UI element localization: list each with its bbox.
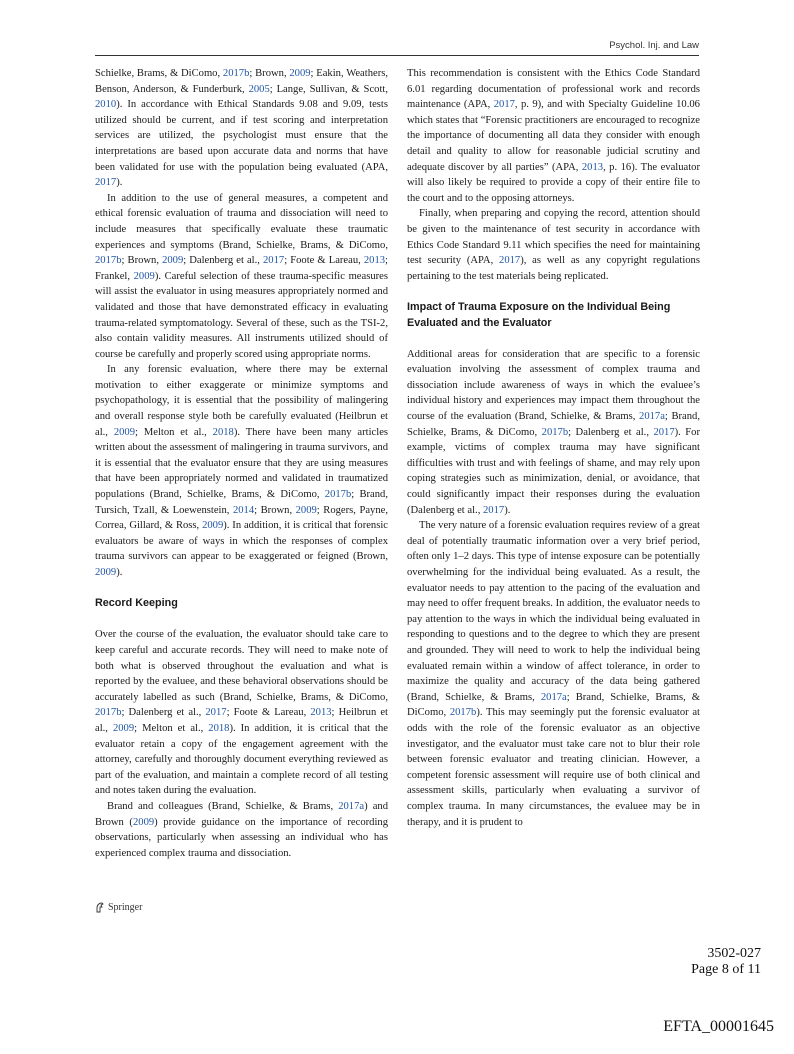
citation-year-link[interactable]: 2018 [212, 426, 234, 438]
paragraph [95, 362, 388, 580]
body-text: ; Brand, Tursich, Tzall, & Loewenstein, [95, 489, 388, 516]
paragraph [407, 347, 700, 519]
body-text: Brand and colleagues (Brand, Schielke, & Brams, [107, 800, 339, 812]
citation-year-link[interactable]: 2009 [112, 722, 135, 734]
right-column [407, 66, 700, 830]
body-text: ). [504, 504, 511, 516]
body-text: ). Careful selection of these trauma-specific measures will assist the evaluator in using measures appropriately normed and validated and those that have demonstrated efficacy in evaluating trauma-related symptomatology. Several of these, such as the TSI-2, also contain validity measures. All instruments utilized should of course be carefully and properly scored using appropriate norms. [95, 270, 388, 360]
body-text: ; Eakin, Weathers, Benson, Anderson, & Funderburk, [95, 68, 388, 95]
publisher-footer [95, 902, 142, 913]
citation-year-link[interactable]: 2017 [95, 177, 117, 189]
paragraph [95, 627, 388, 799]
citation-year-link[interactable]: 2014 [232, 504, 255, 516]
body-text: ) provide guidance on the importance of recording observations, particularly when assessing an individual who has experienced complex trauma and dissociation. [95, 816, 388, 859]
body-text: In any forensic evaluation, where there may be external motivation to either exaggerate or minimize symptoms and psychopathology, it is essential that the possibility of malingering and overall response style both be carefully evaluated (Heilbrun et al., [95, 364, 388, 438]
citation-year-link[interactable]: 2017a [639, 411, 665, 423]
body-text: ; Foote & Lareau, [284, 255, 364, 267]
paragraph [407, 206, 700, 284]
paragraph [95, 799, 388, 861]
body-text: ). For example, victims of complex trauma may have significant difficulties with trust and with feelings of shame, and may rely upon coping strategies such as minimization, denial, or avoidance, that could significantly impact their responses during the evaluation (Dalenberg et al., [407, 426, 700, 516]
body-text: ). [116, 567, 123, 578]
body-text: ; Dalenberg et al., [183, 255, 263, 267]
citation-year-link[interactable]: 2017b [449, 707, 477, 719]
body-text: This recommendation is consistent with the Ethics Code Standard 6.01 regarding documentation of professional work and records maintenance (APA, [407, 68, 700, 111]
doc-number: 3502-027 [707, 946, 761, 961]
citation-year-link[interactable]: 2010 [95, 99, 117, 111]
body-text: ; Dalenberg et al., [568, 426, 654, 438]
citation-year-link[interactable]: 2013 [363, 255, 386, 267]
citation-year-link[interactable]: 2018 [208, 722, 230, 734]
body-text: ). In addition, it is critical that forensic evaluators be aware of ways in which the responses of complex trauma survivors can appear to be exaggerated or feigned (Brown, [95, 520, 388, 563]
citation-year-link[interactable]: 2005 [248, 83, 270, 95]
body-text: ; Brand, Schielke, Brams, & DiComo, [407, 691, 700, 719]
citation-year-link[interactable]: 2017 [483, 504, 505, 516]
body-text: , p. 16). The evaluator will also likely be required to provide a copy of their entire file to the court and to the opposing attorneys. [407, 161, 700, 204]
citation-year-link[interactable]: 2017 [493, 99, 515, 111]
citation-year-link[interactable]: 2017b [95, 707, 122, 719]
body-text: ; Melton et al., [134, 722, 209, 734]
body-text: The very nature of a forensic evaluation requires review of a great deal of potentially traumatic information over a very brief period, often only 1–2 days. This type of intense exposure can be potentially overwhelming for the individual being evaluated. As a result, the evaluator needs to pay attention to the pacing of the evaluation and may need to offer frequent breaks. In addition, the evaluator needs to pay attention to the ways in which the individual being evaluated in responding to questions and to the degree to which they are present and grounded. They will need to work to help the individual being evaluated remain within a window of affect tolerance, in order to maximize the quality and accuracy of the data being gathered (Brand, Schielke, & Brams, [407, 520, 700, 703]
body-text: ). [116, 177, 123, 189]
citation-year-link[interactable]: 2009 [202, 520, 224, 532]
body-text: ; Rogers, Payne, Correa, Gillard, & Ross, [95, 504, 388, 532]
body-text: ; Melton et al., [135, 426, 213, 438]
journal-name: Psychol. Inj. and Law [609, 40, 699, 51]
citation-year-link[interactable]: 2009 [295, 504, 317, 516]
body-text: ; Brown, [254, 504, 296, 516]
body-text: Over the course of the evaluation, the evaluator should take care to keep careful and accurate records. They will need to make note of both what is observed throughout the evaluation and what is reported by the evaluee, and these behavioral observations should be accurately labelled as such (Brand, Schielke, Brams, & DiComo, [95, 629, 388, 703]
paragraph [95, 191, 388, 363]
body-text: ). In accordance with Ethical Standards 9.08 and 9.09, tests utilized should be current, and if test scoring and interpretation services are utilized, the psychologist must ensure that the interpretations are based upon accurate data and norms that have been validated for use with the population being evaluated (APA, [95, 99, 388, 173]
paragraph [407, 66, 700, 206]
body-text: ). This may seemingly put the forensic evaluator at odds with the role of the forensic evaluator as an objective investigator, and the evaluator must take care not to blur their role between forensic evaluator and treating clinician. However, a competent forensic assessment will require use of both clinical and assessment skills, particularly when evaluating a survivor of complex trauma. In many circumstances, the evaluee may be in therapy, and it is prudent to [407, 707, 700, 828]
bates-number: EFTA_00001645 [663, 1018, 774, 1035]
body-text: Additional areas for consideration that are specific to a forensic evaluation involving the assessment of complex trauma and dissociation include awareness of ways in which the evaluee’s individual history and experiences may impact them throughout the course of the evaluation (Brand, Schielke, & Brams, [407, 348, 700, 423]
body-text: ; Brand, Schielke, Brams, & DiComo, [407, 411, 700, 438]
body-text: ; Frankel, [95, 255, 388, 282]
section-heading-record-keeping: Record Keeping [95, 597, 178, 610]
body-text: In addition to the use of general measures, a competent and ethical forensic evaluation of trauma and dissociation will need to include measures that specifically evaluate these traumatic experiences and symptoms (Brand, Schielke, Brams, & DiComo, [95, 192, 388, 251]
citation-year-link[interactable]: 2017b [95, 255, 122, 267]
citation-year-link[interactable]: 2009 [289, 68, 311, 79]
publisher-name: Springer [108, 902, 143, 913]
body-text: ), as well as any copyright regulations pertaining to the test materials being replicated. [407, 255, 700, 282]
body-text: Schielke, Brams, & DiComo, [95, 68, 223, 79]
citation-year-link[interactable]: 2017a [540, 691, 567, 703]
paragraph [95, 66, 388, 191]
springer-horse-icon [95, 902, 105, 913]
body-text: , p. 9), and with Specialty Guideline 10.06 which states that “Forensic practitioners are encouraged to recognize the importance of documenting all data they consider with enough detail and quality to allow for reasonable judicial scrutiny and adequate discover by all parties” (APA, [407, 99, 700, 173]
citation-year-link[interactable]: 2017 [499, 255, 521, 267]
section-heading-impact-of-trauma: Impact of Trauma Exposure on the Individual Being Evaluated and the Evaluator [407, 300, 671, 329]
citation-year-link[interactable]: 2017 [205, 707, 227, 719]
document-stamp [691, 946, 761, 978]
body-text: ). In addition, it is critical that the evaluator retain a copy of the engagement agreement with the attorney, carefully and thoroughly document everything reviewed as part of the evaluation, and maintain a complete record of all testing and notes taken during the evaluation. [95, 722, 388, 797]
citation-year-link[interactable]: 2017b [324, 489, 352, 501]
header-rule [95, 55, 699, 56]
citation-year-link[interactable]: 2009 [113, 426, 136, 438]
body-text: ; Lange, Sullivan, & Scott, [269, 83, 388, 95]
citation-year-link[interactable]: 2013 [310, 707, 332, 719]
paragraph [407, 518, 700, 830]
citation-year-link[interactable]: 2017 [653, 426, 675, 438]
body-text: ). There have been many articles written about the assessment of malingering in trauma survivors, and it is essential that the evaluator ensure that they are using measures that have been appropriately normed and validated in traumatized populations (Brand, Schielke, Brams, & DiComo, [95, 426, 389, 501]
citation-year-link[interactable]: 2009 [132, 816, 155, 828]
citation-year-link[interactable]: 2013 [581, 161, 604, 173]
citation-year-link[interactable]: 2009 [162, 255, 184, 267]
body-text: ; Heilbrun et al., [95, 707, 389, 734]
citation-year-link[interactable]: 2017b [541, 426, 569, 438]
left-column [95, 66, 388, 861]
citation-year-link[interactable]: 2017 [263, 255, 285, 267]
citation-year-link[interactable]: 2017b [222, 68, 250, 79]
citation-year-link[interactable]: 2017a [338, 800, 365, 812]
body-text: ; Foote & Lareau, [226, 707, 311, 719]
citation-year-link[interactable]: 2009 [95, 567, 117, 578]
page-label: Page 8 of 11 [691, 962, 761, 977]
citation-year-link[interactable]: 2009 [133, 270, 155, 282]
body-text: ; Dalenberg et al., [121, 707, 206, 719]
body-text: ; Brown, [121, 255, 163, 267]
body-text: ) and Brown ( [95, 800, 388, 828]
body-text: Finally, when preparing and copying the record, attention should be given to the maintenance of test security in accordance with Ethics Code Standard 9.11 which specifies the need for maintaining test security (APA, [407, 208, 700, 267]
body-text: ; Brown, [249, 68, 290, 79]
